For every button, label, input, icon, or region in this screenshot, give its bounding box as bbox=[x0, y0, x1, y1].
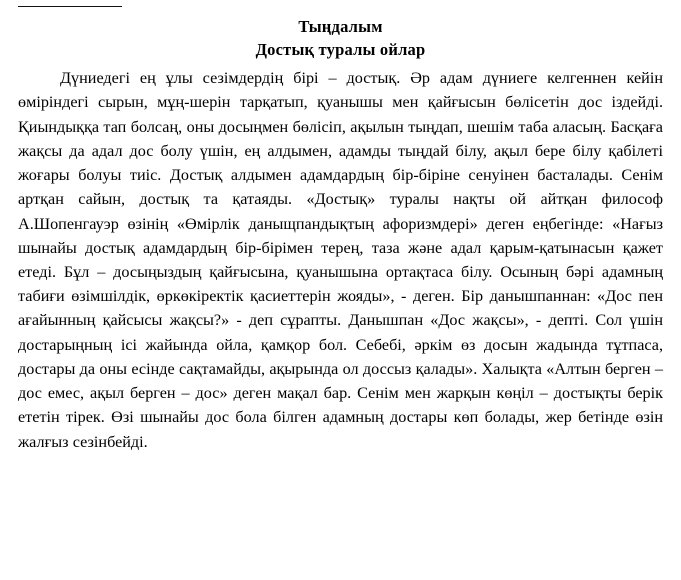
header-rule bbox=[18, 6, 122, 7]
body-paragraph: Дүниедегі ең ұлы сезімдердің бірі – достық. Әр адам дүниеге келгеннен кейін өміріндегі сырын, мұң-шерін тарқатып, қуанышы мен қайғысын бөлісетін дос іздейді. Қиындыққа тап болсаң, оны досыңмен бөлісіп, ақылын тыңдап, шешім таба аласың. Басқаға жақсы да адал дос болу үшін, ең алдымен, адамды тыңдай білу, ақыл бере білу қабілеті жоғары болуы тиіс. Достық алдымен адамдардың бір-біріне сенуінен басталады. Сенім артқан сайын, достық та қатаяды. «Достық» туралы нақты ой айтқан философ А.Шопенгауэр өзінің «Өмірлік даныщпандықтың афоризмдері» деген еңбегінде: «Нағыз шынайы достық адамдардың бір-бірімен терең, таза және адал қарым-қатынасын қажет етеді. Бұл – досыңыздың қайғысына, қуанышына ортақтаса білу. Осының бәрі адамның табиғи өзімшілдік, өркөкіректік қасиеттерін жояды», - деген. Бір данышпаннан: «Дос пен ағайынның қайсысы жақсы?» - деп сұрапты. Данышпан «Дос жақсы», - депті. Сол үшін достарыңның ісі жайында ойла, қамқор бол. Себебі, әркім өз досын жадында тұтпаса, достары да оны есінде сақтамайды, ақырында ол доссыз қалады». Халықта «Алтын берген – дос емес, ақыл берген – дос» деген мақал бар. Сенім мен жарқын көңіл – достықты берік ететін тірек. Өзі шынайы дос бола білген адамның достары көп болады, жер бетінде өзін жалғыз сезінбейді. bbox=[18, 69, 663, 451]
page-title: Тыңдалым bbox=[298, 17, 383, 36]
page-subtitle: Достық туралы ойлар bbox=[255, 39, 426, 59]
